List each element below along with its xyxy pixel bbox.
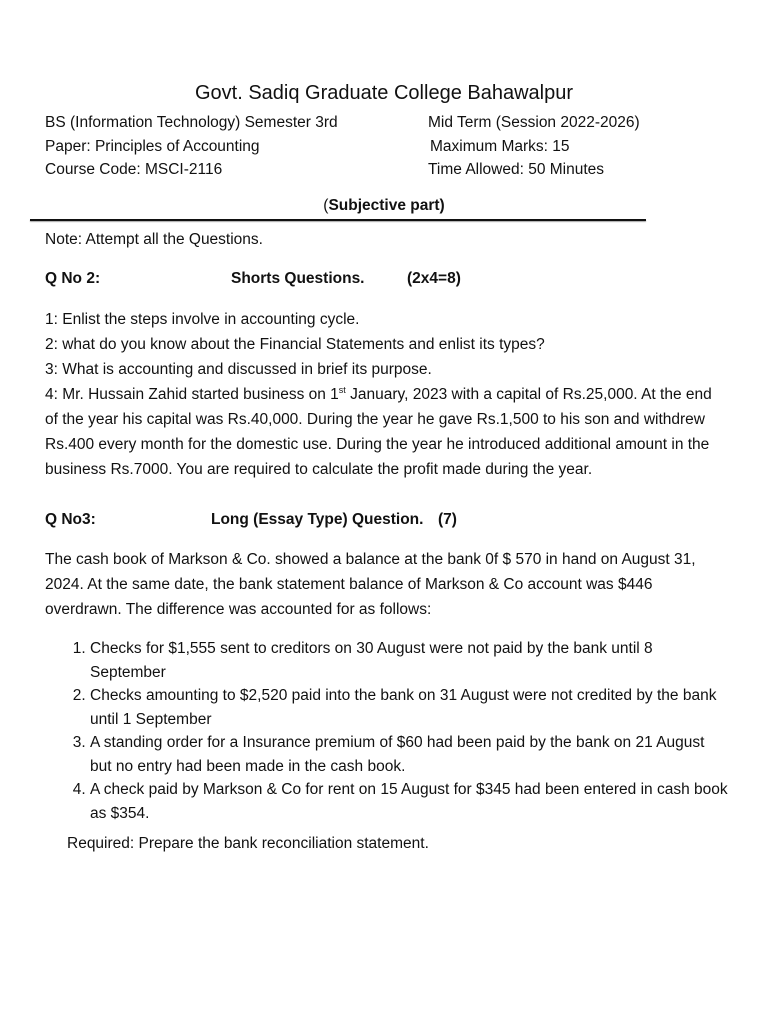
- term-text: Mid Term (Session 2022-2026): [428, 114, 640, 131]
- subjective-part-label: [0, 197, 768, 215]
- q2-item-4-start: 4: Mr. Hussain Zahid started business on 1: [45, 386, 339, 403]
- college-title: Govt. Sadiq Graduate College Bahawalpur: [194, 82, 573, 104]
- q3-item-1: 1. Checks for $1,555 sent to creditors on 30 August were not paid by the bank until 8 September: [90, 637, 730, 684]
- q3-item-list: [45, 637, 730, 825]
- q2-marks: (2x4=8): [407, 270, 461, 287]
- time-allowed-text: Time Allowed: 50 Minutes: [428, 161, 605, 178]
- q3-title: Long (Essay Type) Question.: [211, 511, 424, 528]
- q2-item-4-superscript: st: [338, 384, 346, 395]
- q2-item-1: 1: Enlist the steps involve in accounting cycle.: [45, 311, 360, 328]
- q3-intro: The cash book of Markson & Co. showed a balance at the bank 0f $ 570 in hand on August 31, 2024. At the same date, the bank statement balance of Markson & Co account was $446 overdrawn. The difference was accounted for as follows:: [45, 551, 696, 618]
- q3-number: Q No3:: [45, 511, 96, 528]
- q2-title: Shorts Questions.: [231, 270, 365, 287]
- program-text: BS (Information Technology) Semester 3rd: [45, 114, 338, 131]
- q2-item-4: [45, 382, 725, 482]
- q3-marks: (7): [438, 511, 457, 528]
- q3-item-2: 2. Checks amounting to $2,520 paid into the bank on 31 August were not credited by the bank until 1 September: [90, 684, 730, 731]
- q3-required: Required: Prepare the bank reconciliation statement.: [67, 835, 429, 852]
- instructions-note: Note: Attempt all the Questions.: [45, 231, 263, 248]
- subjective-part-text: Subjective part): [328, 197, 445, 214]
- q2-item-3: 3: What is accounting and discussed in brief its purpose.: [45, 361, 432, 378]
- q2-number: Q No 2:: [45, 270, 101, 287]
- header-divider: [30, 219, 646, 221]
- q3-item-3: 3. A standing order for a Insurance premium of $60 had been paid by the bank on 21 August but no entry had been made in the cash book.: [90, 731, 730, 778]
- q3-item-4: 4. A check paid by Markson & Co for rent on 15 August for $345 had been entered in cash book as $354.: [90, 778, 730, 825]
- q2-item-2: 2: what do you know about the Financial Statements and enlist its types?: [45, 336, 545, 353]
- max-marks-text: Maximum Marks: 15: [430, 138, 570, 155]
- q2-item-4-rest: January, 2023 with a capital of Rs.25,000. At the end of the year his capital was Rs.40,000. During the year he gave Rs.1,500 to his son and withdrew Rs.400 every month for the domestic use. During the year he introduced additional amount in the business Rs.7000. You are required to calculate the profit made during the year.: [45, 386, 712, 478]
- q2-question-list: [45, 307, 725, 482]
- paper-text: Paper: Principles of Accounting: [45, 138, 260, 155]
- course-code-text: Course Code: MSCI-2116: [45, 161, 223, 178]
- subjective-open-paren: (: [323, 197, 329, 214]
